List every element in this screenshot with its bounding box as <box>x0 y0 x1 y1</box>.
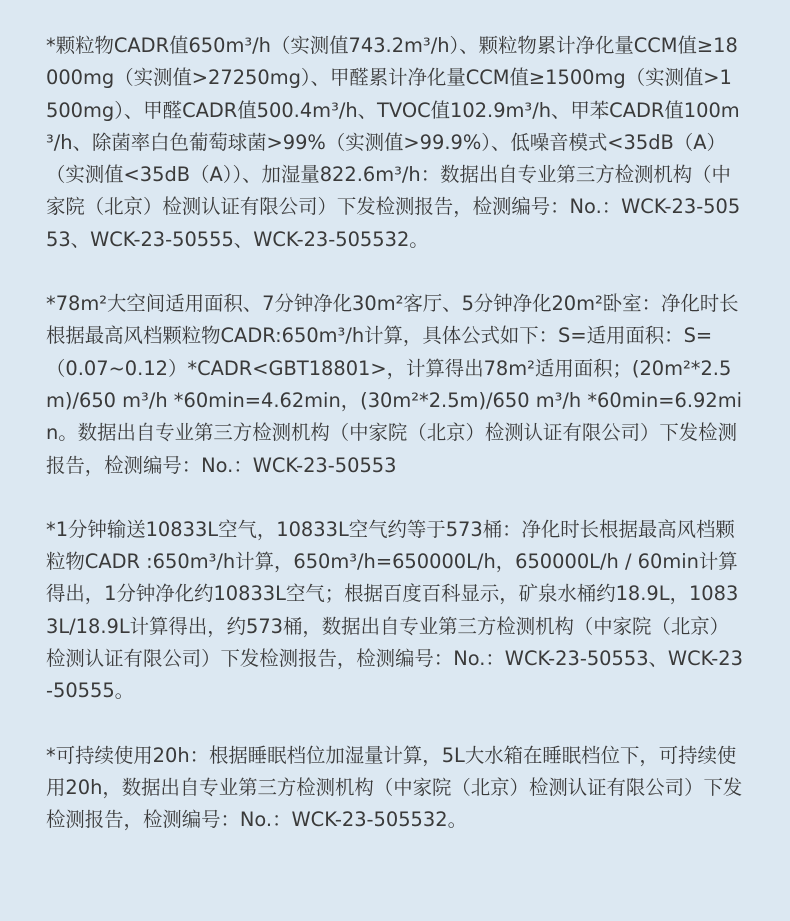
footnote-air-delivery: *1分钟输送10833L空气，10833L空气约等于573桶：净化时长根据最高风档颗粒物CADR :650m³/h计算，650m³/h=650000L/h，650000L/h / 60min计算得出，1分钟净化约10833L空气；根据百度百科显示，矿泉水桶约18.9L，10833L/18.9L计算得出，约573桶，数据出自专业第三方检测机构（中家院（北京）检测认证有限公司）下发检测报告，检测编号：No.：WCK-23-50553、WCK-23-50555。 <box>46 517 743 703</box>
footnote-humidifier-runtime: *可持续使用20h：根据睡眠档位加湿量计算，5L大水箱在睡眠档位下，可持续使用20h，数据出自专业第三方检测机构（中家院（北京）检测认证有限公司）下发检测报告，检测编号：No.：WCK-23-505532。 <box>46 743 743 832</box>
footnote-particulate-cadr: *颗粒物CADR值650m³/h（实测值743.2m³/h）、颗粒物累计净化量CCM值≥18000mg（实测值>27250mg）、甲醛累计净化量CCM值≥1500mg（实测值>1500mg）、甲醛CADR值500.4m³/h、TVOC值102.9m³/h、甲苯CADR值100m³/h、除菌率白色葡萄球菌>99%（实测值>99.9%）、低噪音模式<35dB（A）（实测值<35dB（A））、加湿量822.6m³/h：数据出自专业第三方检测机构（中家院（北京）检测认证有限公司）下发检测报告，检测编号：No.：WCK-23-50553、WCK-23-50555、WCK-23-505532。 <box>46 34 741 251</box>
footnote-applicable-area: *78m²大空间适用面积、7分钟净化30m²客厅、5分钟净化20m²卧室：净化时长根据最高风档颗粒物CADR:650m³/h计算，具体公式如下：S=适用面积：S=（0.07~0.12）*CADR<GBT18801>，计算得出78m²适用面积；(20m²*2.5m)/650 m³/h *60min=4.62min，(30m²*2.5m)/650 m³/h *60min=6.92min。数据出自专业第三方检测机构（中家院（北京）检测认证有限公司）下发检测报告，检测编号：No.：WCK-23-50553 <box>46 292 742 477</box>
